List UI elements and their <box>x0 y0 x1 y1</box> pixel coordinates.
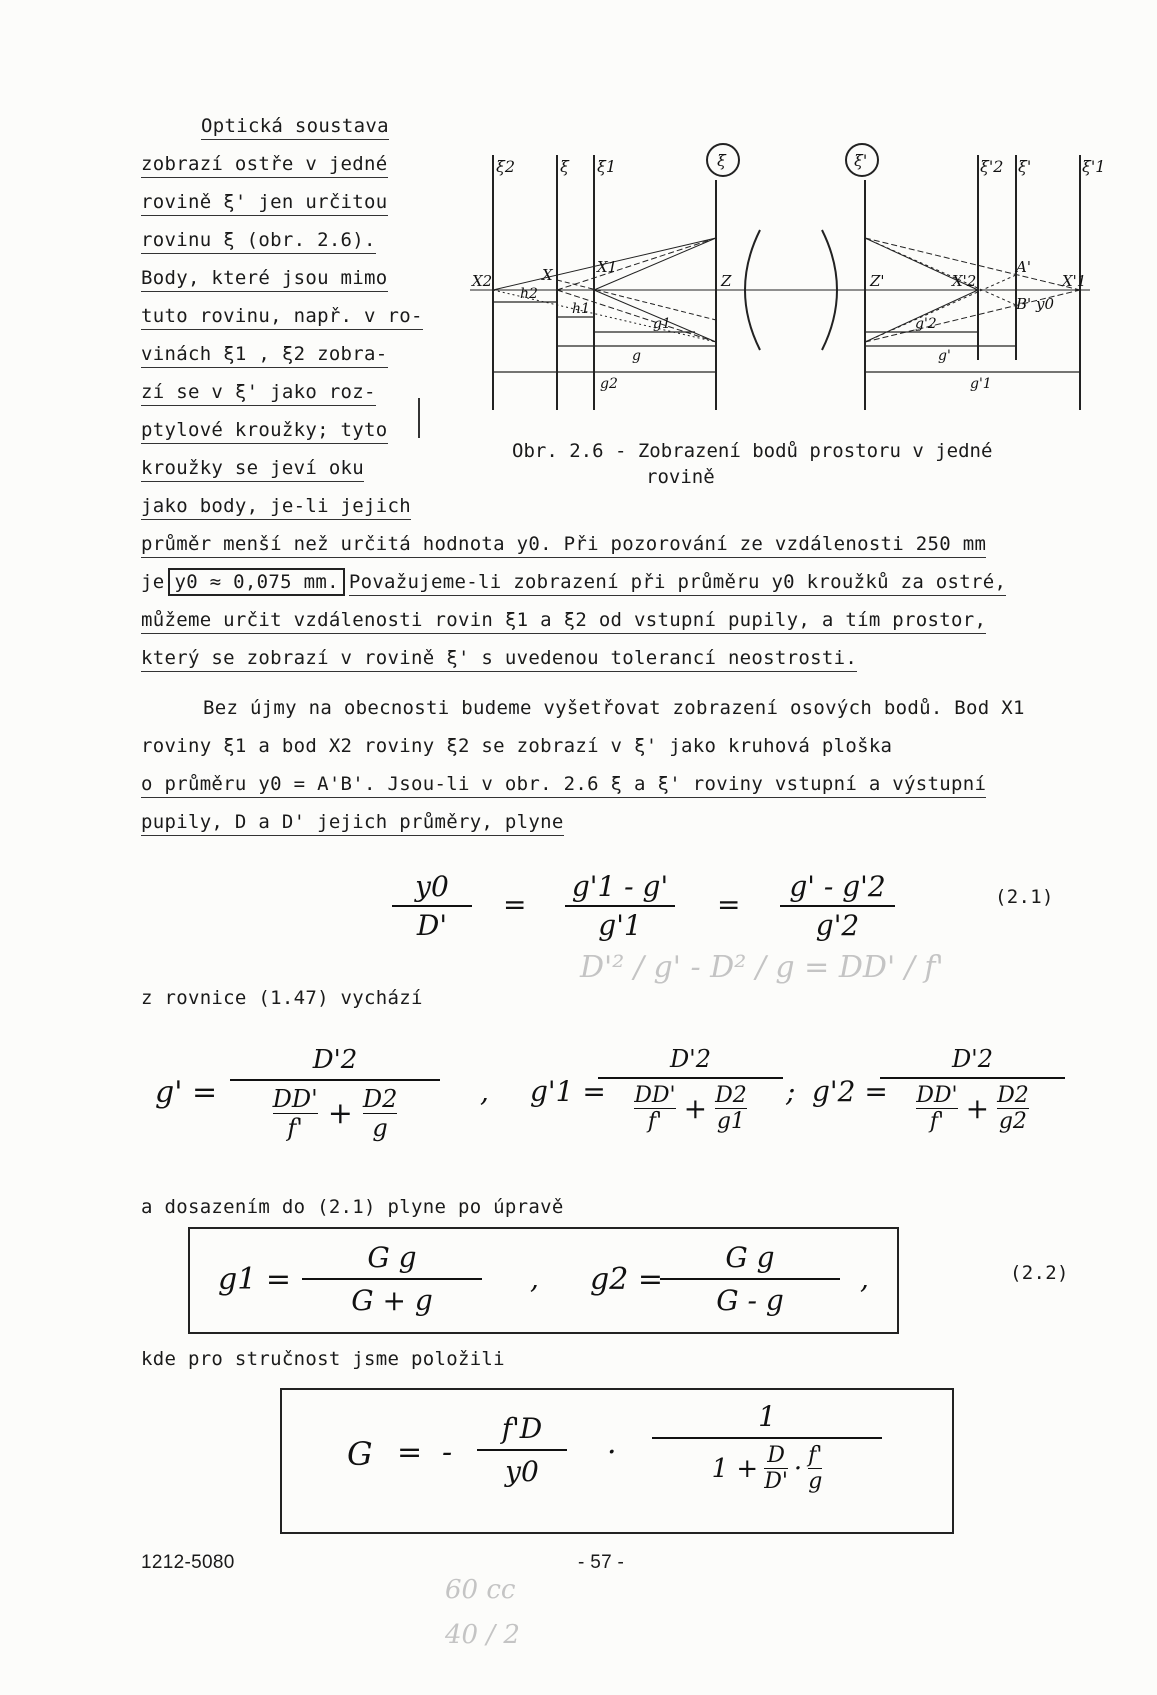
label-A-prime: A' <box>1016 258 1031 276</box>
eqg-frac <box>230 1045 440 1142</box>
label-B-prime: B' <box>1016 295 1032 313</box>
eqG-r-den-dot: · <box>793 1453 803 1484</box>
label-Z: Z <box>721 272 732 290</box>
eq21-equals-1: = <box>503 888 527 921</box>
footer-code: 1212-5080 <box>141 1552 235 1573</box>
eqG-dot: · <box>607 1435 617 1470</box>
eq22-g2-den: G - g <box>716 1284 784 1317</box>
label-g1-prime: g'1 <box>970 376 992 392</box>
eqg1-plus: + <box>683 1092 708 1125</box>
left-line-7: vinách ξ1 , ξ2 zobra- <box>141 343 388 368</box>
eqg2-num: D'2 <box>951 1045 994 1073</box>
label-g2-prime: g'2 <box>915 316 937 332</box>
label-y0: y0 <box>1036 295 1055 313</box>
eqG-r-den-b2: g <box>808 1469 823 1494</box>
eqg2-den-b: D2 <box>997 1083 1029 1108</box>
eq21-lhs <box>392 870 472 942</box>
eqg1-num: D'2 <box>669 1045 712 1073</box>
eqG-r-den-1: 1 + <box>711 1453 759 1484</box>
left-line-10: kroužky se jeví oku <box>141 457 364 482</box>
p1-line-2-post: Považujeme-li zobrazení při průměru y0 kroužků za ostré, <box>349 571 1006 596</box>
eqG-r-num: 1 <box>758 1400 776 1433</box>
eqG-frac-2 <box>652 1400 882 1494</box>
eqg2-plus: + <box>965 1092 990 1125</box>
eq21-rhs-den: g'2 <box>815 909 860 942</box>
eq21-lhs-den: D' <box>416 909 448 942</box>
eq22-g2-num: G g <box>725 1241 775 1274</box>
label-Z-prime: Z' <box>870 272 885 290</box>
p2-line-4: pupily, D a D' jejich průměry, plyne <box>141 811 564 836</box>
eqg2-lhs: g'2 = <box>812 1075 888 1108</box>
pencil-note-3: 40 / 2 <box>445 1620 520 1650</box>
eq21-mid <box>565 870 675 942</box>
eqg2-den-a2: f' <box>929 1109 945 1134</box>
eqG-r-den-a2: D' <box>764 1469 788 1494</box>
eqg2-frac <box>880 1045 1065 1134</box>
eqg-den-a2: f' <box>287 1114 303 1142</box>
eqG-lhs: G <box>347 1435 373 1473</box>
eq22-g1-den: G + g <box>351 1284 433 1317</box>
margin-bar <box>418 398 420 438</box>
eqg-den-b2: g <box>372 1114 388 1142</box>
eq22-g1-lhs: g1 = <box>218 1262 291 1297</box>
left-line-11: jako body, je-li jejich <box>141 495 411 520</box>
eqg1-lhs: g'1 = <box>530 1075 606 1108</box>
eqg1-frac <box>598 1045 783 1134</box>
eq21-equals-2: = <box>717 888 741 921</box>
label-plane-xi2: ξ2 <box>496 157 515 176</box>
eq22-number: (2.2) <box>1010 1262 1069 1284</box>
label-X2-prime: X'2 <box>952 272 977 290</box>
eq21-rhs-num: g' - g'2 <box>789 870 886 903</box>
eqG-frac-1 <box>477 1412 567 1488</box>
eq22-g2-frac <box>660 1241 840 1317</box>
eq22-g1-num: G g <box>367 1241 417 1274</box>
left-line-3: rovině ξ' jen určitou <box>141 191 388 216</box>
eqG-equals: = <box>397 1435 423 1470</box>
pencil-note-1: D'² / g' - D² / g = DD' / f' <box>580 950 944 985</box>
p2-line-3: o průměru y0 = A'B'. Jsou-li v obr. 2.6 ξ a ξ' roviny vstupní a výstupní <box>141 773 986 798</box>
page-number: - 57 - <box>578 1552 625 1573</box>
eqg1-den-a2: f' <box>647 1109 663 1134</box>
left-line-8: zí se v ξ' jako roz- <box>141 381 376 406</box>
left-line-9: ptylové kroužky; tyto <box>141 419 388 444</box>
eqg-num: D'2 <box>312 1045 358 1075</box>
label-X: X <box>542 266 553 284</box>
text-kde: kde pro stručnost jsme položili <box>141 1348 505 1370</box>
equation-2-2-box <box>188 1227 899 1334</box>
left-line-1: Optická soustava <box>201 115 389 140</box>
label-X1-prime: X'1 <box>1062 272 1087 290</box>
optics-figure <box>460 120 1106 420</box>
label-plane-xi: ξ <box>560 157 569 176</box>
boxed-value: y0 ≈ 0,075 mm. <box>168 568 344 596</box>
eq21-mid-num: g'1 - g' <box>571 870 669 903</box>
eqG-r-den-a: D <box>767 1443 785 1468</box>
pencil-note-2: 60 cc <box>445 1575 516 1605</box>
label-plane-xi2-prime: ξ'2 <box>980 157 1004 176</box>
eqg1-den-b2: g1 <box>716 1109 745 1134</box>
left-line-4: rovinu ξ (obr. 2.6). <box>141 229 376 254</box>
p1-line-4: který se zobrazí v rovině ξ' s uvedenou tolerancí neostrosti. <box>141 647 857 672</box>
label-pupil-xi: ξ <box>717 151 726 170</box>
eqg-lhs: g' = <box>155 1075 218 1110</box>
eqG-minus: - <box>442 1435 453 1470</box>
eqg-plus: + <box>327 1096 353 1131</box>
eqg1-den-b: D2 <box>715 1083 747 1108</box>
p1-line-1: průměr menší než určitá hodnota y0. Při pozorování ze vzdálenosti 250 mm <box>141 533 986 558</box>
figure-caption-line1: Obr. 2.6 - Zobrazení bodů prostoru v jedné <box>512 440 993 462</box>
equation-G-box <box>280 1388 954 1534</box>
eqg-den-a: DD' <box>272 1085 318 1113</box>
label-plane-xi1-prime: ξ'1 <box>1082 157 1106 176</box>
left-line-2: zobrazí ostře v jedné <box>141 153 388 178</box>
label-plane-xi-prime: ξ' <box>1018 157 1032 176</box>
p2-line-2: roviny ξ1 a bod X2 roviny ξ2 se zobrazí v ξ' jako kruhová ploška <box>141 735 893 757</box>
label-plane-xi1: ξ1 <box>597 157 616 176</box>
text-dosazenim: a dosazením do (2.1) plyne po úpravě <box>141 1196 564 1218</box>
left-line-5: Body, které jsou mimo <box>141 267 388 292</box>
left-line-6: tuto rovinu, např. v ro- <box>141 305 423 330</box>
p1-line-2-pre: je <box>141 571 165 593</box>
eq21-lhs-num: y0 <box>415 870 449 903</box>
eq21-number: (2.1) <box>995 886 1054 908</box>
eqg-den-b: D2 <box>362 1085 398 1113</box>
eqG-r-den-b: f' <box>808 1443 823 1468</box>
eqg-semicolon: ; <box>786 1075 796 1108</box>
label-h1: h1 <box>572 301 590 317</box>
label-g-prime: g' <box>938 348 951 364</box>
eqG-f-den: y0 <box>505 1455 539 1488</box>
eq22-g2-lhs: g2 = <box>590 1262 663 1297</box>
eqg1-den-a: DD' <box>634 1083 676 1108</box>
label-h2: h2 <box>520 286 538 302</box>
label-g: g <box>632 348 641 364</box>
eq22-comma-2: , <box>860 1262 869 1295</box>
p1-line-2 <box>141 571 1006 593</box>
label-g1: g1 <box>653 316 671 332</box>
eqg-comma: , <box>480 1075 489 1108</box>
label-X2: X2 <box>472 272 493 290</box>
eq22-g1-frac <box>302 1241 482 1317</box>
p2-line-1: Bez újmy na obecnosti budeme vyšetřovat zobrazení osových bodů. Bod X1 <box>203 697 1025 719</box>
eqG-f-num: f'D <box>501 1412 543 1445</box>
label-X1: X1 <box>597 258 618 276</box>
label-g2: g2 <box>600 376 618 392</box>
eqg2-den-a: DD' <box>916 1083 958 1108</box>
eq22-comma-1: , <box>530 1262 539 1295</box>
text-rovnice: z rovnice (1.47) vychází <box>141 987 423 1009</box>
eqg2-den-b2: g2 <box>998 1109 1027 1134</box>
eq21-rhs <box>780 870 895 942</box>
label-pupil-xi-prime: ξ' <box>854 151 868 170</box>
figure-caption-line2: rovině <box>646 466 715 488</box>
eq21-mid-den: g'1 <box>598 909 642 942</box>
p1-line-3: můžeme určit vzdálenosti rovin ξ1 a ξ2 od vstupní pupily, a tím prostor, <box>141 609 986 634</box>
